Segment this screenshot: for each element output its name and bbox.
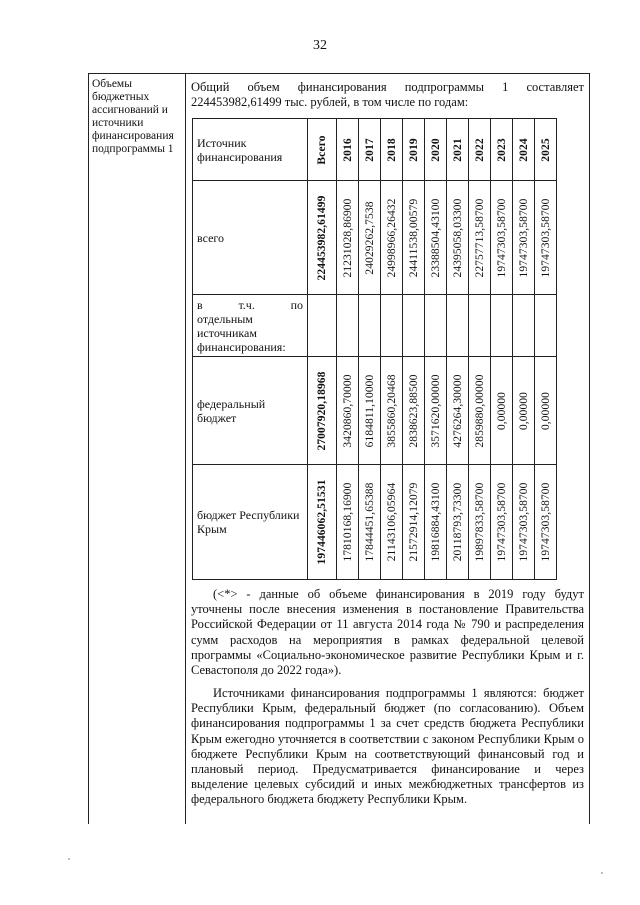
- table-cell: [359, 295, 381, 357]
- header-year-text: 2017: [363, 137, 376, 162]
- column-divider: [185, 74, 186, 824]
- table-cell: [403, 295, 425, 357]
- section-label-line: финансирования: [92, 130, 174, 142]
- table-cell: [535, 465, 557, 580]
- cell-value: 27007920,18968: [316, 370, 328, 451]
- cell-value: 20118793,73300: [451, 482, 464, 562]
- table-cell: [425, 295, 447, 357]
- table-cell: [469, 465, 491, 580]
- cell-value: 3571620,00000: [429, 373, 442, 448]
- table-header-row: [193, 119, 557, 181]
- header-year-text: 2021: [451, 137, 464, 162]
- table-cell: [491, 295, 513, 357]
- table-cell: [425, 465, 447, 580]
- table-cell: [308, 295, 337, 357]
- cell-value: 197446062,51531: [316, 479, 328, 565]
- section-label-line: источники: [92, 117, 144, 129]
- funding-intro-line1: Общий объем финансирования подпрограммы 1 составляет: [191, 80, 584, 94]
- cell-value: 24411538,00579: [407, 198, 420, 277]
- header-year: [513, 119, 535, 181]
- table-cell: [381, 357, 403, 465]
- header-year-text: 2019: [407, 137, 420, 162]
- cell-value: 0,00000: [495, 391, 508, 430]
- section-label-line: Объемы: [92, 78, 132, 90]
- scan-speck: [68, 858, 70, 860]
- row-label: всего: [193, 181, 308, 295]
- header-year: [447, 119, 469, 181]
- table-cell: [337, 357, 359, 465]
- row-label: бюджет Республики Крым: [193, 465, 308, 580]
- header-year: [381, 119, 403, 181]
- header-year-text: 2020: [429, 137, 442, 162]
- cell-value: 6184811,10000: [363, 374, 376, 447]
- funding-intro: [191, 80, 584, 110]
- header-year: [403, 119, 425, 181]
- table-cell: [447, 465, 469, 580]
- cell-value: 0,00000: [539, 391, 552, 430]
- section-label: [92, 78, 184, 156]
- table-cell: [381, 465, 403, 580]
- table-cell: [535, 181, 557, 295]
- table-cell: [469, 181, 491, 295]
- cell-value: 23388504,43100: [429, 197, 442, 278]
- cell-value: 19747303,58700: [517, 482, 530, 562]
- subheading-word: по: [290, 297, 304, 312]
- table-cell: [447, 181, 469, 295]
- table-row: [193, 465, 557, 580]
- table-cell: [491, 465, 513, 580]
- header-year: [491, 119, 513, 181]
- cell-value: 24395058,03300: [451, 197, 464, 278]
- header-year-text: 2018: [385, 137, 398, 162]
- table-cell: [513, 465, 535, 580]
- table-cell: [425, 357, 447, 465]
- cell-value: 2838623,88500: [407, 373, 420, 448]
- cell-value: 21143106,05964: [385, 482, 398, 562]
- table-row: [193, 295, 557, 357]
- row-label-subheading: [193, 295, 308, 357]
- table-cell: [337, 181, 359, 295]
- table-cell: [359, 357, 381, 465]
- table-cell: [469, 295, 491, 357]
- cell-value: 19816884,43100: [429, 482, 442, 562]
- table-row: [193, 181, 557, 295]
- header-total: [308, 119, 337, 181]
- section-label-line: бюджетных: [92, 91, 150, 103]
- header-year: [535, 119, 557, 181]
- header-year: [469, 119, 491, 181]
- table-cell: [535, 295, 557, 357]
- section-label-line: ассигнований и: [92, 104, 168, 116]
- funding-intro-line2: 224453982,61499 тыс. рублей, в том числе по годам:: [191, 95, 469, 109]
- page-number: 32: [313, 38, 327, 53]
- cell-value: 0,00000: [517, 391, 530, 430]
- header-year-text: 2022: [473, 137, 486, 162]
- cell-value: 17844451,65388: [363, 482, 376, 562]
- table-cell: [337, 465, 359, 580]
- cell-value: 19747303,58700: [517, 197, 530, 278]
- header-year: [425, 119, 447, 181]
- table-cell: [469, 357, 491, 465]
- table-cell: [403, 357, 425, 465]
- table-cell: [359, 465, 381, 580]
- cell-value: 17810168,16900: [341, 482, 354, 562]
- header-year-text: 2025: [539, 137, 552, 162]
- cell-value: 21572914,12079: [407, 482, 420, 562]
- table-cell: [513, 181, 535, 295]
- funding-table: [192, 118, 557, 580]
- cell-value: 24998966,26432: [385, 197, 398, 278]
- table-cell: [447, 357, 469, 465]
- cell-value: 19747303,58700: [539, 197, 552, 278]
- subheading-word: в: [197, 297, 203, 312]
- cell-value: 22757713,58700: [473, 197, 486, 278]
- table-cell: [535, 357, 557, 465]
- cell-value: 3855860,20468: [385, 373, 398, 448]
- table-cell: [491, 181, 513, 295]
- footnote: (<*> - данные об объеме финансирования в 2019 году будут уточнены после внесения изменения в постановление Правительства Российской Федерации от 11 августа 2014 года № 790 и распределения сумм расходов на мероприятия в рамках федеральной целевой программы «Социально-экономическое развитие Республики Крым и г. Севастополя до 2022 года»).: [191, 587, 584, 678]
- table-row: [193, 357, 557, 465]
- subheading-rest: отдельным источникам финансирования:: [197, 311, 286, 354]
- table-cell: [403, 181, 425, 295]
- header-year-text: 2024: [517, 137, 530, 162]
- cell-value: 224453982,61499: [316, 195, 328, 280]
- table-cell: [425, 181, 447, 295]
- cell-value: 19897833,58700: [473, 482, 486, 562]
- cell-value: 19747303,58700: [539, 482, 552, 562]
- cell-value: 3420860,70000: [341, 373, 354, 448]
- funding-sources-paragraph: Источниками финансирования подпрограммы 1 являются: бюджет Республики Крым, федеральный бюджет (по согласованию). Объем финансирования подпрограммы 1 за счет средств бюджета Республики Крым ежегодно уточняется в соответствии с законом Республики Крым о бюджете Республики Крым на соответствующий финансовый год и плановый период. Предусматривается финансирование и через выделение целевых субсидий и иных межбюджетных трансфертов из федерального бюджета бюджету Республики Крым.: [191, 686, 584, 807]
- subheading-first-line: [197, 298, 303, 312]
- section-label-line: подпрограммы 1: [92, 143, 174, 155]
- header-year: [337, 119, 359, 181]
- table-cell: [403, 465, 425, 580]
- row-total: [308, 357, 337, 465]
- table-cell: [447, 295, 469, 357]
- header-year: [359, 119, 381, 181]
- table-cell: [359, 181, 381, 295]
- scan-speck: [601, 872, 603, 874]
- header-year-text: 2016: [341, 137, 354, 162]
- table-cell: [381, 295, 403, 357]
- cell-value: 19747303,58700: [495, 482, 508, 562]
- header-source: Источник финансирования: [193, 119, 308, 181]
- header-total-text: Всего: [316, 134, 328, 165]
- cell-value: 24029262,7538: [363, 200, 376, 275]
- table-cell: [337, 295, 359, 357]
- row-total: [308, 465, 337, 580]
- table-cell: [513, 357, 535, 465]
- subheading-word: т.ч.: [238, 297, 255, 312]
- table-cell: [491, 357, 513, 465]
- table-cell: [513, 295, 535, 357]
- cell-value: 2859880,00000: [473, 373, 486, 448]
- cell-value: 21231028,86900: [341, 197, 354, 278]
- header-year-text: 2023: [495, 137, 508, 162]
- row-label: федеральный бюджет: [193, 357, 308, 465]
- table-cell: [381, 181, 403, 295]
- cell-value: 19747303,58700: [495, 197, 508, 278]
- cell-value: 4276264,30000: [451, 373, 464, 448]
- row-total: [308, 181, 337, 295]
